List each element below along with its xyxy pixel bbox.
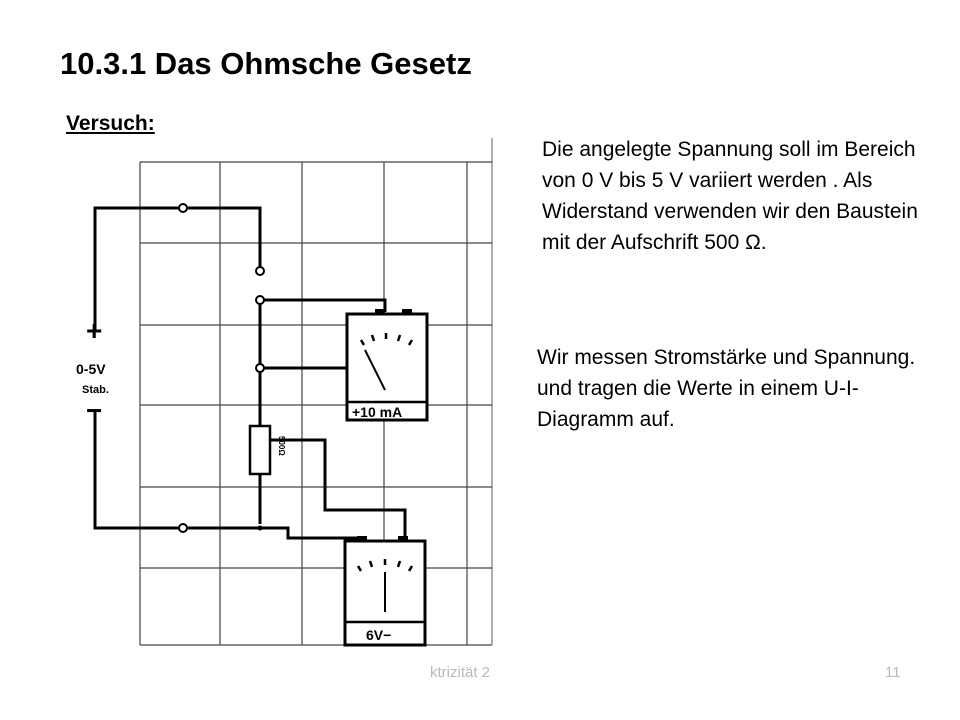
source-label: 0-5V bbox=[76, 361, 106, 377]
minus-sign: − bbox=[86, 395, 103, 426]
slide-title: 10.3.1 Das Ohmsche Gesetz bbox=[60, 46, 472, 81]
source-sublabel: Stab. bbox=[82, 384, 109, 396]
ammeter-label: +10 mA bbox=[352, 404, 403, 420]
description-paragraph-2: Wir messen Stromstärke und Spannung. und tragen die Werte in einem U-I- Diagramm auf. bbox=[537, 346, 916, 431]
description-paragraph-1: Die angelegte Spannung soll im Bereich von 0 V bis 5 V variiert werden . Als Widerstand verwenden wir den Baustein mit der Aufschrift 500 Ω. bbox=[542, 138, 918, 254]
voltmeter bbox=[345, 536, 425, 645]
page-number: 11 bbox=[885, 664, 901, 681]
junction-dot bbox=[258, 526, 263, 531]
ammeter bbox=[347, 309, 427, 420]
footer-text: ktrizität 2 bbox=[430, 664, 491, 681]
voltmeter-label: 6V− bbox=[366, 627, 392, 643]
breadboard-grid bbox=[140, 138, 492, 645]
resistor-label: 500Ω bbox=[277, 436, 286, 456]
slide-subtitle: Versuch: bbox=[66, 112, 155, 135]
connection-points bbox=[179, 204, 264, 532]
plus-sign: + bbox=[86, 315, 103, 346]
resistor bbox=[250, 426, 270, 474]
